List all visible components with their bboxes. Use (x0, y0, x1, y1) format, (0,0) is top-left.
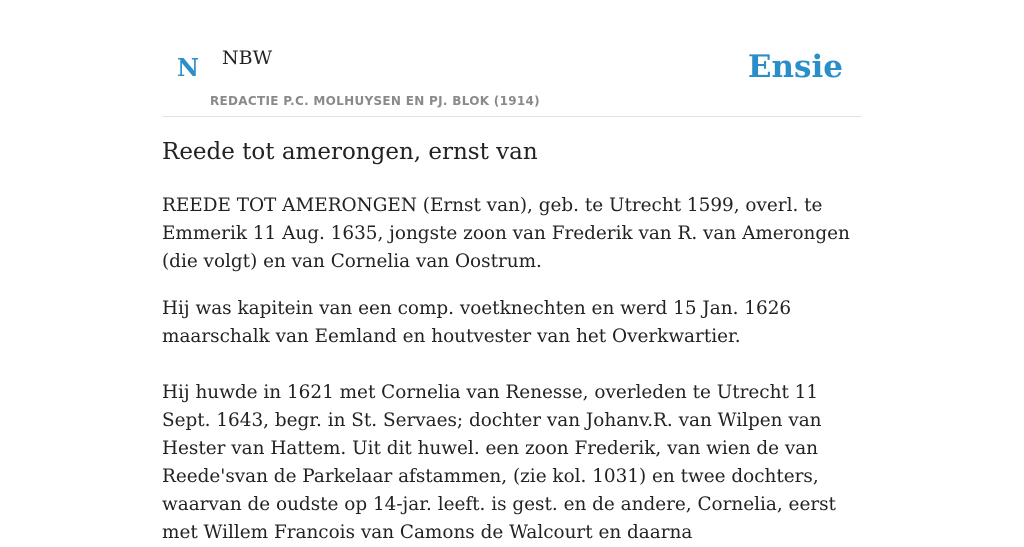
source-header (162, 0, 862, 117)
ensie-logo-link[interactable]: Ensie (747, 49, 843, 85)
source-name-link[interactable]: NBW (222, 47, 273, 69)
content-container (162, 0, 862, 543)
source-logo-icon: N (177, 53, 199, 82)
article-paragraph: Hij huwde in 1621 met Cornelia van Renesse, overleden te Utrecht 11 Sept. 1643, begr. in St. Servaes; dochter van Johanv.R. van Wilpen van Hester van Hattem. Uit dit huwel. een zoon Frederik, van wien de van Reede'svan de Parkelaar afstammen, (zie kol. 1031) en twee dochters, waarvan de oudste op 14-jar. leeft. is gest. en de andere, Cornelia, eerst met Willem Francois van Camons de Walcourt en daarna (162, 382, 836, 543)
source-editors: REDACTIE P.C. MOLHUYSEN EN PJ. BLOK (1914) (210, 94, 540, 108)
article-paragraph: REEDE TOT AMERONGEN (Ernst van), geb. te Utrecht 1599, overl. te Emmerik 11 Aug. 1635, jongste zoon van Frederik van R. van Amerongen (die volgt) en van Cornelia van Oostrum. (162, 195, 850, 272)
article-body (162, 192, 862, 547)
page-title: Reede tot amerongen, ernst van (162, 139, 538, 165)
article-paragraph: Hij was kapitein van een comp. voetknechten en werd 15 Jan. 1626 maarschalk van Eemland en houtvester van het Overkwartier. (162, 298, 792, 347)
